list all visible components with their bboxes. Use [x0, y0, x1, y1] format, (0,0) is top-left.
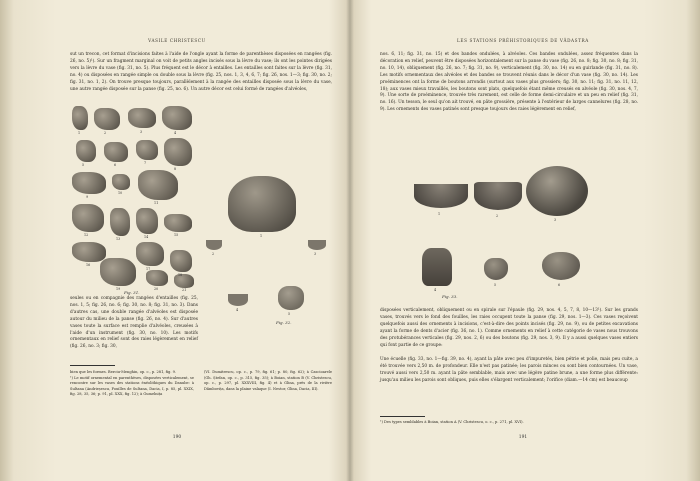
right-para1: nos. 6, 11; fig. 31, no. 15) et des bandes ondulées, à alvéoles. Ces bandes ondulées, assez fréquentes dans la décoration en relief, peuvent être disposées horizontalement sur la panse du vase (fig. 26, no. 8; fig. 30, no. 8; fig. 31, no. 10, 14), obliquement (fig. 26, no. 7; fig. 31, no. 9), verticalement (fig. 30, no. 14) ou en guirlande (fig. 31, no. 8). Les motifs ornementaux des alvéoles et des bandes se trouvent réunis dans le décor d'un vase (fig. 30, no. 14). Les proéminences ont la forme de boutons arrondis (surtout aux vases plus grossiers; fig. 30, no. 11; fig. 31, no. 11, 12, 18); aux vases mieux travaillés, les boutons sont plats, quelquefois étant même creusés en alvéole (fig. 30, nos. 4, 7, 9). Une sorte de proéminence, trouvée très rarement, est celle de forme demi-circulaire et un peu en relief (fig. 31, no. 16). Un tesson, le seul qu'on ait trouvé, en pâte grossière, présente à l'extérieur de larges cannelures (fig. 28, no. 9). Les ornements des vases patinés sont presque toujours des raies légèrement en relief, — [380, 52, 638, 113]
figure-item-number: 20 — [154, 287, 159, 291]
figure-item-number: 6 — [114, 163, 117, 167]
figure-item-number: 9 — [86, 195, 89, 199]
right-para3: Une écuelle (fig. 33, no. 1—fig. 39, no. 4), ayant la pâte avec peu d'impuretés, bien pétrie et polie, mais peu cuite, a été trouvée vers 2,50 m. de profondeur. Elle n'est pas patinée; les parois minces ou sont bien contournées. Un vase, trouvé aussi vers 2,50 m. ayant la pâte semblable, mais avec une légère patine brune, a une forme plus différente: jusqu'au milieu les parois sont obliques, puis elles s'élargent verticalement; l'orifice (diam.—14 cm) est beaucoup — [380, 357, 638, 383]
figure-item-number: 1 — [78, 131, 81, 135]
right-footnote: ¹) Des types semblables à Boian, station A (V. Christescu, o. c., p. 271, pl. XVI). — [380, 420, 524, 424]
figure-item-number: 21 — [182, 288, 187, 292]
figure-32-vessels — [200, 168, 332, 338]
sherd — [138, 170, 178, 200]
figure-item-number: 4 — [236, 308, 239, 312]
left-page — [12, 8, 342, 474]
vessel-large — [228, 176, 296, 232]
gutter — [346, 0, 354, 481]
right-para2-block — [380, 308, 638, 349]
figure-31-sherds — [70, 104, 202, 295]
sherd — [162, 106, 192, 130]
sherd — [94, 108, 120, 130]
fig-31-caption: Fig. 31. — [124, 290, 140, 295]
right-para3-block — [380, 357, 638, 385]
figure-item-number: 15 — [174, 233, 179, 237]
vessel-bowl — [414, 184, 468, 208]
sherd — [136, 208, 158, 234]
vessel-small — [308, 240, 326, 250]
left-paragraph-1-top — [70, 52, 332, 93]
footnote-a: bien que les formes. Berciu-Menghin, op. c., p. 281, fig. 9. — [70, 370, 177, 374]
figure-item-number: 1 — [438, 212, 441, 216]
vessel-pedestal — [422, 248, 452, 286]
figure-item-number: 14 — [144, 235, 149, 239]
figure-item-number: 5 — [494, 283, 497, 287]
left-para1: sut un trecon, cet format d'incisions faites à l'aide de l'ongle ayant la forme de parenthèses disposées en rangées (fig. 26, no. 5)¹). Sur un fragment marginal on voit de petits angles incisés sous la lèvre du vase; ils ont les pointes dirigées vers la lèvre du vase (fig. 31, no. 5). Plus fréquent est le décor à entailles. Les entailles sont faites sur la lèvre (fig. 31, no. 4) ou disposées en rangée simple ou double sous la lèvre (fig. 25, nos. 1, 3, 4, 6, 7; fig. 26, nos. 1—3; fig. 30, no. 2; fig. 31, no. 1, 2). On trouve presque toujours, parallèlement à la rangée des entailles disposée sous la lèvre du vase, une autre rangée disposée sur la panse (fig. 25, no. 6). Un autre décor est celui formé de rangées d'alvéoles, — [70, 52, 332, 92]
right-para2: disposées verticalement, obliquement ou en spirale sur l'épaule (fig. 29, nos. 4, 5, 7, 8, 10—13¹). Sur les grands vases, trouvés vers le fond des fouilles, les raies occupent toute la panse (fig. 29, nos. 1—3). Ces vases reçoivent quelquefois aussi des ornements à incisions, c'est-à-dire des points incisés (fig. 29, no. 9), ou de petites excavations ayant la forme de dents d'acier (fig. 36, no. 1). Comme ornements en relief à cette catégorie de vases nous trouvons des protubérances verticales (fig. 29, nos. 2, 6) ou des boutons (fig. 29, nos. 3, 9). Il y a aussi quelques vases entiers qui font partie de ce groupe: — [380, 308, 638, 348]
page-number-right: 191 — [518, 435, 528, 440]
sherd — [100, 258, 136, 286]
figure-item-number: 5 — [82, 163, 85, 167]
running-head-right: LES STATIONS PRÉHISTORIQUES DE VĂDASTRA — [457, 38, 589, 43]
figure-item-number: 1 — [260, 234, 263, 238]
running-head-left: VASILE CHRISTESCU — [148, 38, 206, 43]
sherd — [164, 214, 192, 232]
sherd — [136, 242, 164, 266]
figure-item-number: 3 — [554, 218, 557, 222]
sherd — [174, 274, 194, 288]
figure-item-number: 2 — [496, 214, 499, 218]
figure-item-number: 2 — [104, 131, 107, 135]
left-para2-block — [70, 296, 198, 351]
vessel-pot — [474, 182, 522, 210]
left-para2: seules ou en compagnie des rangées d'entailles (fig. 25, nos. 1, 5; fig. 26, no. 6; fig. 30, no. 8; fig. 31, no. 3). Dans d'autres cas, une double rangée d'alvéoles est disposée autour du milieu de la panse (fig. 26, no. 4). Sur d'autres vases toute la surface est remplie d'alvéoles, creusées à l'aide d'un instrument (fig. 30, no. 10). Les motifs ornementaux en relief sont des raies légèrement en relief (fig. 26, no. 3; fig. 30, — [70, 296, 198, 350]
footnote-b: ¹) Le motif ornemental en parenthèses, disposées verticalement, se rencontre sur les vases des stations énéolithiques du Danube: à Sultana (Andrieșescu, Fouilles de Sultana, Dacia, I, p. 85, pl. XXIX, fig. 28, 35, 36; p. 91, pl. XXX, fig. 12); à Gumelnița — [70, 375, 194, 397]
fig-32-caption: Fig. 32. — [276, 320, 292, 325]
left-footnotes-col2 — [204, 370, 332, 392]
vessel-jug — [278, 286, 304, 310]
sherd — [170, 250, 192, 272]
figure-item-number: 2 — [212, 252, 215, 256]
footnote-rule — [70, 365, 115, 366]
vessel-cup — [228, 294, 248, 306]
figure-item-number: 17 — [146, 267, 151, 271]
figure-item-number: 4 — [434, 288, 437, 292]
sherd — [72, 242, 106, 262]
figure-item-number: 7 — [144, 161, 147, 165]
sherd — [112, 174, 130, 190]
figure-item-number: 3 — [314, 252, 317, 256]
sherd — [136, 140, 158, 160]
footnote-c: (VI. Dumitrescu, op. c., p. 79, fig. 61; p. 80, fig. 62); à Cascioarele (Gh. Ștefan, op. c., p. 315, fig. 35); à Boian, station B (V. Christescu, op. c., p. 297, pl. XXXVIII, fig. 4) et à Glina, près de la rivière Dâmbovița, dans la plaine valaque (I. Nestor, Glina, Dacia, III). — [204, 370, 332, 391]
page-number-left: 190 — [172, 435, 182, 440]
figure-33-vessels — [410, 156, 620, 306]
figure-item-number: 8 — [174, 167, 177, 171]
figure-item-number: 19 — [116, 287, 121, 291]
vessel-globular — [526, 166, 588, 216]
sherd — [104, 142, 128, 162]
sherd — [110, 208, 130, 236]
figure-item-number: 4 — [174, 131, 177, 135]
figure-item-number: 13 — [116, 237, 121, 241]
sherd — [76, 140, 96, 162]
vessel-medium — [542, 252, 580, 280]
figure-item-number: 5 — [288, 312, 291, 316]
sherd — [72, 106, 88, 130]
figure-item-number: 11 — [154, 201, 159, 205]
figure-item-number: 3 — [140, 130, 143, 134]
sherd — [164, 138, 192, 166]
figure-item-number: 16 — [86, 263, 91, 267]
left-footnotes-col1 — [70, 370, 194, 398]
right-para1-block — [380, 52, 638, 114]
figure-item-number: 18 — [178, 273, 183, 277]
figure-item-number: 12 — [84, 233, 89, 237]
figure-item-number: 6 — [558, 283, 561, 287]
vessel-small — [206, 240, 222, 250]
vessel-small — [484, 258, 508, 280]
sherd — [72, 204, 104, 232]
fig-33-caption: Fig. 33. — [442, 294, 458, 299]
sherd — [146, 270, 168, 286]
sherd — [72, 172, 106, 194]
right-page — [358, 8, 688, 474]
sherd — [128, 108, 156, 128]
footnote-rule-right — [380, 416, 425, 417]
figure-item-number: 10 — [118, 191, 123, 195]
